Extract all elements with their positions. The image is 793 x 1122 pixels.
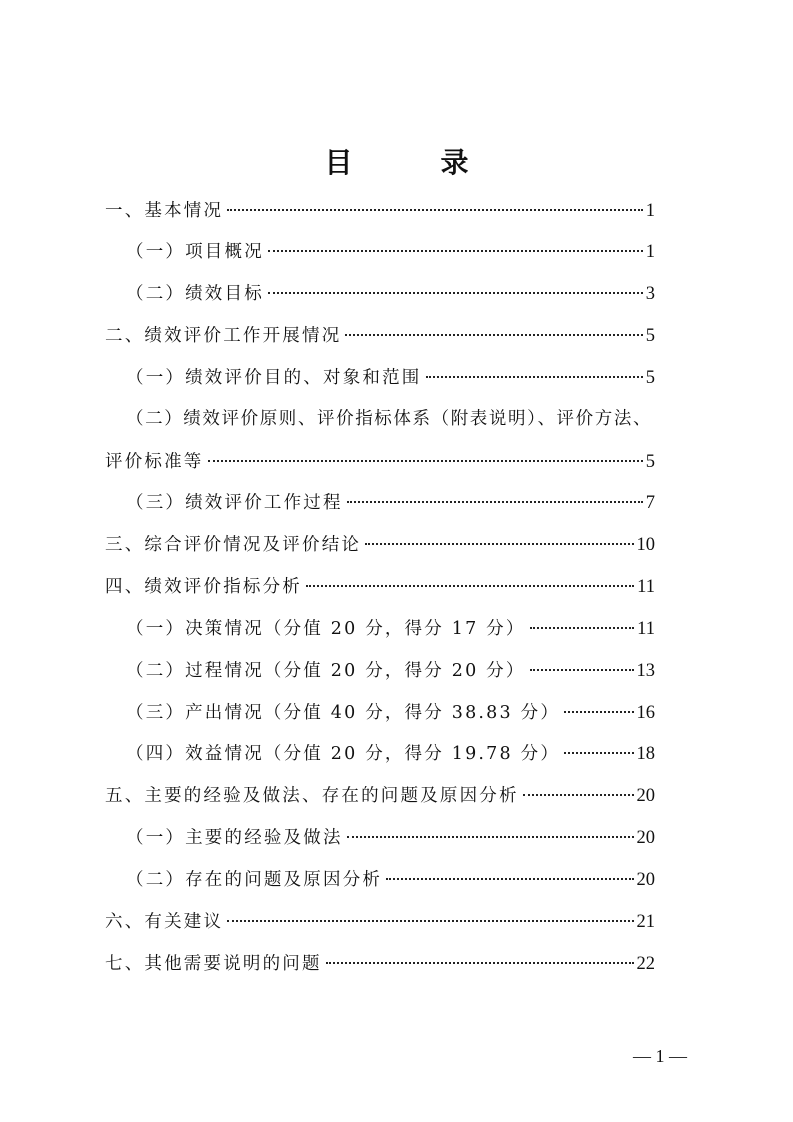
dot-leader xyxy=(564,752,633,754)
toc-entry-page: 1 xyxy=(645,201,655,221)
page-number: — 1 — xyxy=(633,1046,687,1066)
dot-leader xyxy=(306,585,634,587)
toc-entry[interactable] xyxy=(126,615,655,643)
dot-leader xyxy=(530,627,635,629)
toc-entry-page: 21 xyxy=(636,912,655,932)
dot-leader xyxy=(227,920,633,922)
toc-entry-label: （二）存在的问题及原因分析 xyxy=(126,870,383,890)
dot-leader xyxy=(268,250,643,252)
toc-entry[interactable] xyxy=(105,322,655,350)
dot-leader xyxy=(347,501,643,503)
toc-entry[interactable] xyxy=(105,531,655,559)
toc-entry[interactable] xyxy=(126,489,655,517)
toc-entry-label: 一、基本情况 xyxy=(105,201,224,221)
dot-leader xyxy=(227,209,643,211)
toc-entry-page: 1 xyxy=(645,242,655,262)
toc-entry-label: 评价标准等 xyxy=(105,452,204,472)
toc-entry[interactable] xyxy=(126,866,655,894)
toc-entry-page: 20 xyxy=(636,870,655,890)
dot-leader xyxy=(347,836,634,838)
toc-entry-page: 11 xyxy=(637,577,655,597)
toc-entry-page: 22 xyxy=(636,954,655,974)
toc-entry-page: 5 xyxy=(645,326,655,346)
page-title: 目 录 xyxy=(324,146,499,179)
toc-entry-label: （一）主要的经验及做法 xyxy=(126,828,343,848)
toc-entry-page: 20 xyxy=(636,786,655,806)
toc-entry-label: 三、综合评价情况及评价结论 xyxy=(105,535,362,555)
dot-leader xyxy=(326,962,634,964)
toc-entry[interactable] xyxy=(126,657,655,685)
toc-entry[interactable] xyxy=(126,699,655,727)
toc-entry-label: （三）绩效评价工作过程 xyxy=(126,493,343,513)
toc-entry-label: 五、主要的经验及做法、存在的问题及原因分析 xyxy=(105,786,519,806)
toc-entry-label: （三）产出情况（分值 40 分，得分 38.83 分） xyxy=(126,703,561,723)
dot-leader xyxy=(564,711,633,713)
toc-entry[interactable] xyxy=(105,950,655,978)
toc-entry-page: 13 xyxy=(636,661,655,681)
toc-entry-label: （一）绩效评价目的、对象和范围 xyxy=(126,368,422,388)
toc-entry[interactable] xyxy=(105,908,655,936)
dot-leader xyxy=(523,794,634,796)
toc-entry-label: （一）决策情况（分值 20 分，得分 17 分） xyxy=(126,619,526,639)
toc-entry[interactable] xyxy=(105,573,655,601)
toc-entry-page: 18 xyxy=(636,744,655,764)
toc-entry-page: 11 xyxy=(637,619,655,639)
toc-entry-label: 六、有关建议 xyxy=(105,912,224,932)
toc-entry-label: 二、绩效评价工作开展情况 xyxy=(105,326,342,346)
dot-leader xyxy=(530,669,634,671)
toc-entry[interactable] xyxy=(105,197,655,225)
toc-entry-page: 3 xyxy=(645,284,655,304)
toc-entry-label: （二）过程情况（分值 20 分，得分 20 分） xyxy=(126,661,526,681)
toc-entry-page: 5 xyxy=(645,368,655,388)
toc-entry-label: （一）项目概况 xyxy=(126,242,264,262)
toc-entry-page: 7 xyxy=(645,493,655,513)
toc-entry-page: 5 xyxy=(645,452,655,472)
dot-leader xyxy=(365,543,633,545)
dot-leader xyxy=(208,460,643,462)
toc-entry[interactable] xyxy=(126,280,655,308)
toc-entry-page: 16 xyxy=(636,703,655,723)
toc-entry[interactable] xyxy=(126,364,655,392)
toc-entry[interactable] xyxy=(105,448,655,476)
toc-entry-label: 四、绩效评价指标分析 xyxy=(105,577,302,597)
dot-leader xyxy=(268,292,643,294)
toc-entry-page: 10 xyxy=(636,535,655,555)
toc-entry-label: （二）绩效目标 xyxy=(126,284,264,304)
toc-entry-label-line1[interactable]: （二）绩效评价原则、评价指标体系（附表说明）、评价方法、 xyxy=(126,409,653,429)
toc-entry[interactable] xyxy=(105,782,655,810)
dot-leader xyxy=(345,334,642,336)
toc-entry[interactable] xyxy=(126,238,655,266)
toc-entry-label: （四）效益情况（分值 20 分，得分 19.78 分） xyxy=(126,744,561,764)
toc-entry[interactable] xyxy=(126,740,655,768)
dot-leader xyxy=(426,376,643,378)
dot-leader xyxy=(386,878,633,880)
toc-entry-page: 20 xyxy=(636,828,655,848)
toc-entry[interactable] xyxy=(126,824,655,852)
toc-entry-label: 七、其他需要说明的问题 xyxy=(105,954,322,974)
